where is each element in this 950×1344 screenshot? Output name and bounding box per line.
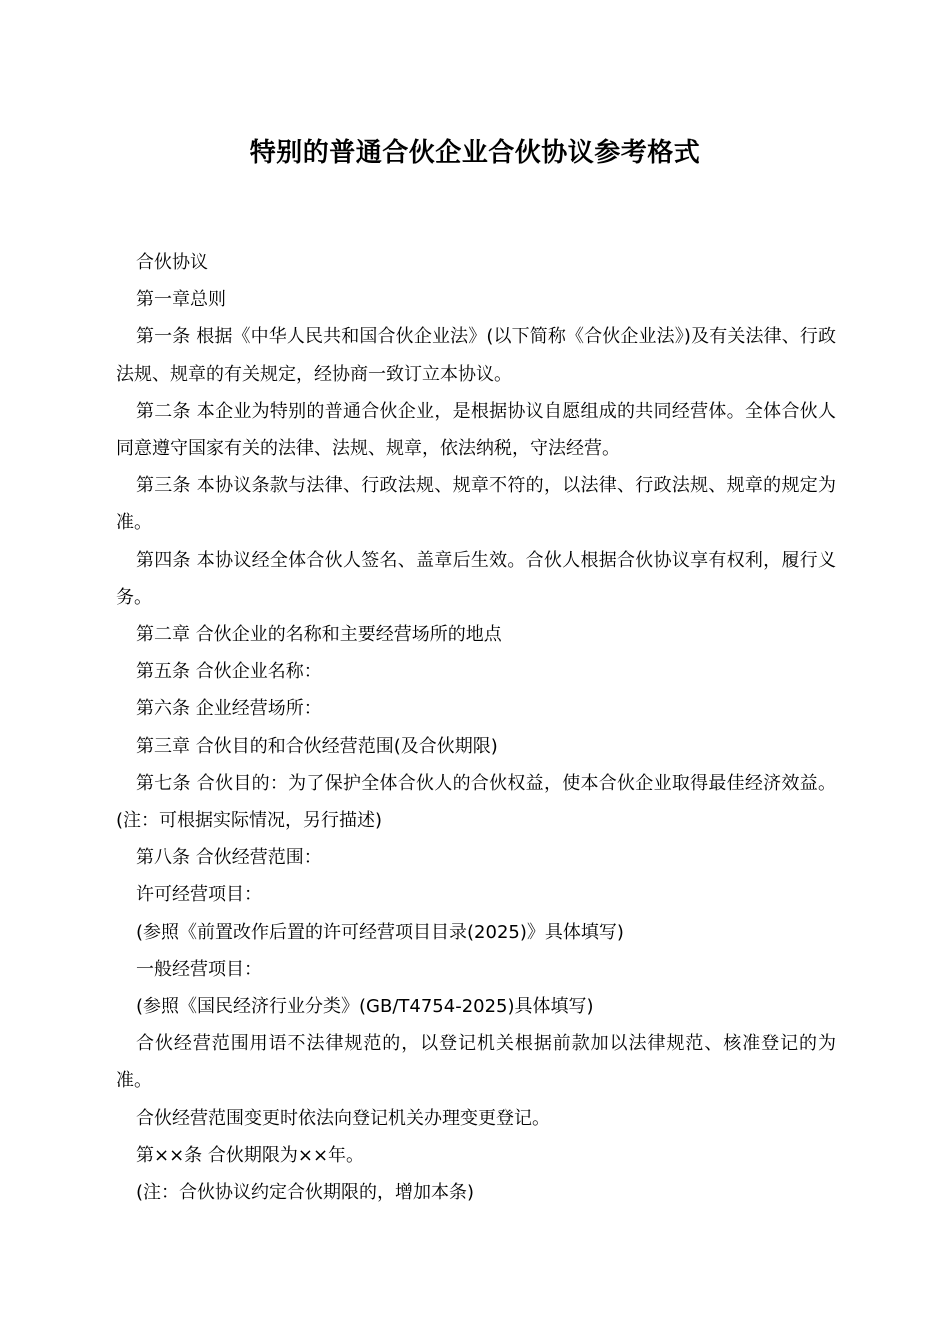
article-7: 第七条 合伙目的：为了保护全体合伙人的合伙权益，使本合伙企业取得最佳经济效益。(注：可根据实际情况，另行描述) — [116, 772, 836, 832]
heading-agreement: 合伙协议 — [136, 252, 208, 273]
scope-wording-clause: 合伙经营范围用语不法律规范的，以登记机关根据前款加以法律规范、核准登记的为准。 — [116, 1033, 836, 1092]
scope-change-clause: 合伙经营范围变更时依法向登记机关办理变更登记。 — [136, 1107, 550, 1129]
article-6: 第六条 企业经营场所： — [136, 698, 322, 720]
document-title: 特别的普通合伙企业合伙协议参考格式 — [249, 138, 701, 168]
general-items-label: 一般经营项目： — [136, 958, 262, 980]
general-items-note: (参照《国民经济行业分类》(GB/T4754-2025)具体填写) — [136, 996, 594, 1018]
article-2: 第二条 本企业为特别的普通合伙企业，是根据协议自愿组成的共同经营体。全体合伙人同意遵守国家有关的法律、法规、规章，依法纳税，守法经营。 — [116, 400, 836, 460]
licensed-items-label: 许可经营项目： — [136, 884, 262, 906]
article-5: 第五条 合伙企业名称： — [136, 661, 322, 683]
article-4: 第四条 本协议经全体合伙人签名、盖章后生效。合伙人根据合伙协议享有权利，履行义务。 — [116, 549, 836, 608]
article-3: 第三条 本协议条款与法律、行政法规、规章不符的，以法律、行政法规、规章的规定为准。 — [116, 475, 836, 534]
term-article: 第××条 合伙期限为××年。 — [136, 1144, 365, 1166]
article-1: 第一条 根据《中华人民共和国合伙企业法》(以下简称《合伙企业法》)及有关法律、行政法规、规章的有关规定，经协商一致订立本协议。 — [116, 326, 836, 385]
article-8: 第八条 合伙经营范围： — [136, 847, 322, 869]
term-note: (注：合伙协议约定合伙期限的，增加本条) — [136, 1182, 475, 1204]
chapter-1-heading: 第一章总则 — [136, 289, 226, 311]
chapter-2-heading: 第二章 合伙企业的名称和主要经营场所的地点 — [136, 624, 502, 646]
chapter-3-heading: 第三章 合伙目的和合伙经营范围(及合伙期限) — [136, 735, 498, 757]
licensed-items-note: (参照《前置改作后置的许可经营项目目录(2025)》具体填写) — [136, 921, 624, 943]
document-body — [116, 244, 836, 1211]
